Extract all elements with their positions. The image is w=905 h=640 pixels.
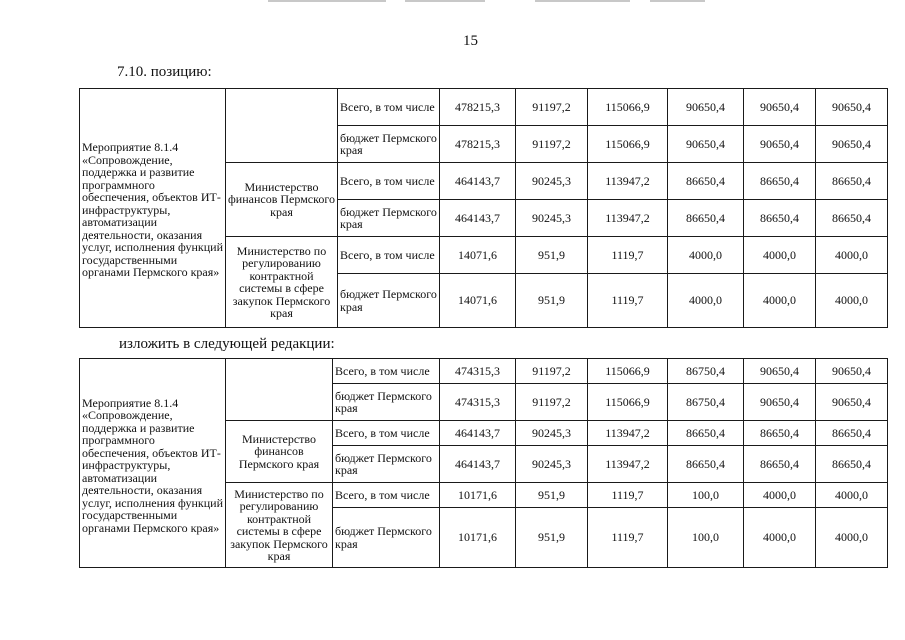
amount-cell: 4000,0 [744,508,816,568]
executor-cell: Министерство финансов Пермского края [226,421,333,483]
amount-cell: 464143,7 [440,421,516,446]
executor-cell: Министерство по регулированию контрактной системы в сфере закупок Пермского края [226,483,333,568]
amount-cell: 90650,4 [744,359,816,384]
amount-cell: 100,0 [668,508,744,568]
executor-cell [226,89,338,163]
amount-cell: 90245,3 [516,446,588,483]
amount-cell: 951,9 [516,483,588,508]
executor-cell: Министерство финансов Пермского края [226,163,338,237]
amount-cell: 91197,2 [516,384,588,421]
amount-cell: 86650,4 [668,446,744,483]
funding-source-cell: бюджет Пермского края [338,126,440,163]
amount-cell: 14071,6 [440,237,516,274]
section-heading-position: 7.10. позицию: [117,64,212,80]
amount-cell: 4000,0 [668,237,744,274]
amount-cell: 86650,4 [816,163,888,200]
amount-cell: 90650,4 [816,126,888,163]
amount-cell: 464143,7 [440,446,516,483]
amount-cell: 86650,4 [816,200,888,237]
amount-cell: 90650,4 [744,126,816,163]
amount-cell: 4000,0 [668,274,744,328]
funding-source-cell: бюджет Пермского края [333,446,440,483]
amount-cell: 90650,4 [744,89,816,126]
amount-cell: 478215,3 [440,89,516,126]
amount-cell: 4000,0 [816,237,888,274]
funding-source-cell: бюджет Пермского края [338,274,440,328]
amount-cell: 1119,7 [588,508,668,568]
funding-source-cell: Всего, в том числе [333,483,440,508]
amount-cell: 4000,0 [744,237,816,274]
top-scan-edge [268,0,386,2]
amount-cell: 115066,9 [588,384,668,421]
amount-cell: 10171,6 [440,508,516,568]
amount-cell: 1119,7 [588,483,668,508]
amount-cell: 86650,4 [668,200,744,237]
amount-cell: 86650,4 [744,446,816,483]
top-scan-edge [535,0,630,2]
amount-cell: 474315,3 [440,384,516,421]
funding-source-cell: бюджет Пермского края [333,508,440,568]
amount-cell: 4000,0 [816,483,888,508]
amount-cell: 4000,0 [744,274,816,328]
section-heading-new-edition: изложить в следующей редакции: [119,336,335,352]
amount-cell: 115066,9 [588,126,668,163]
amount-cell: 4000,0 [744,483,816,508]
amount-cell: 91197,2 [516,89,588,126]
amount-cell: 90245,3 [516,200,588,237]
amount-cell: 115066,9 [588,359,668,384]
amount-cell: 115066,9 [588,89,668,126]
amount-cell: 90650,4 [668,89,744,126]
amount-cell: 86750,4 [668,359,744,384]
amount-cell: 86750,4 [668,384,744,421]
amount-cell: 86650,4 [744,163,816,200]
amount-cell: 86650,4 [816,421,888,446]
funding-source-cell: Всего, в том числе [338,163,440,200]
amount-cell: 113947,2 [588,163,668,200]
measure-cell: Мероприятие 8.1.4 «Сопровождение, поддержка и развитие программного обеспечения, объектов ИТ-инфраструктуры, автоматизации деятельности, оказания услуг, исполнения функций государственными органами Пермского края» [80,89,226,328]
amount-cell: 1119,7 [588,237,668,274]
amount-cell: 90650,4 [816,89,888,126]
amount-cell: 14071,6 [440,274,516,328]
amount-cell: 113947,2 [588,446,668,483]
funding-source-cell: бюджет Пермского края [333,384,440,421]
amount-cell: 86650,4 [744,200,816,237]
amount-cell: 464143,7 [440,200,516,237]
amount-cell: 90245,3 [516,421,588,446]
funding-source-cell: Всего, в том числе [333,359,440,384]
amount-cell: 951,9 [516,508,588,568]
amount-cell: 478215,3 [440,126,516,163]
funding-source-cell: Всего, в том числе [338,89,440,126]
amount-cell: 86650,4 [816,446,888,483]
amount-cell: 464143,7 [440,163,516,200]
amount-cell: 951,9 [516,237,588,274]
executor-cell [226,359,333,421]
amount-cell: 90650,4 [668,126,744,163]
page-number: 15 [463,33,478,49]
table-before [79,88,888,328]
table-row [80,89,888,126]
amount-cell: 113947,2 [588,421,668,446]
amount-cell: 86650,4 [668,163,744,200]
amount-cell: 10171,6 [440,483,516,508]
funding-source-cell: Всего, в том числе [333,421,440,446]
amount-cell: 91197,2 [516,126,588,163]
funding-source-cell: Всего, в том числе [338,237,440,274]
amount-cell: 90650,4 [744,384,816,421]
table-after [79,358,888,568]
measure-cell: Мероприятие 8.1.4 «Сопровождение, поддержка и развитие программного обеспечения, объектов ИТ-инфраструктуры, автоматизации деятельности, оказания услуг, исполнения функций государственными органами Пермского края» [80,359,226,568]
amount-cell: 91197,2 [516,359,588,384]
amount-cell: 100,0 [668,483,744,508]
amount-cell: 113947,2 [588,200,668,237]
executor-cell: Министерство по регулированию контрактной системы в сфере закупок Пермского края [226,237,338,328]
top-scan-edge [650,0,705,2]
amount-cell: 90650,4 [816,384,888,421]
amount-cell: 4000,0 [816,508,888,568]
funding-source-cell: бюджет Пермского края [338,200,440,237]
amount-cell: 86650,4 [744,421,816,446]
amount-cell: 474315,3 [440,359,516,384]
amount-cell: 90245,3 [516,163,588,200]
amount-cell: 951,9 [516,274,588,328]
amount-cell: 4000,0 [816,274,888,328]
amount-cell: 86650,4 [668,421,744,446]
amount-cell: 90650,4 [816,359,888,384]
amount-cell: 1119,7 [588,274,668,328]
top-scan-edge [405,0,485,2]
table-row [80,359,888,384]
